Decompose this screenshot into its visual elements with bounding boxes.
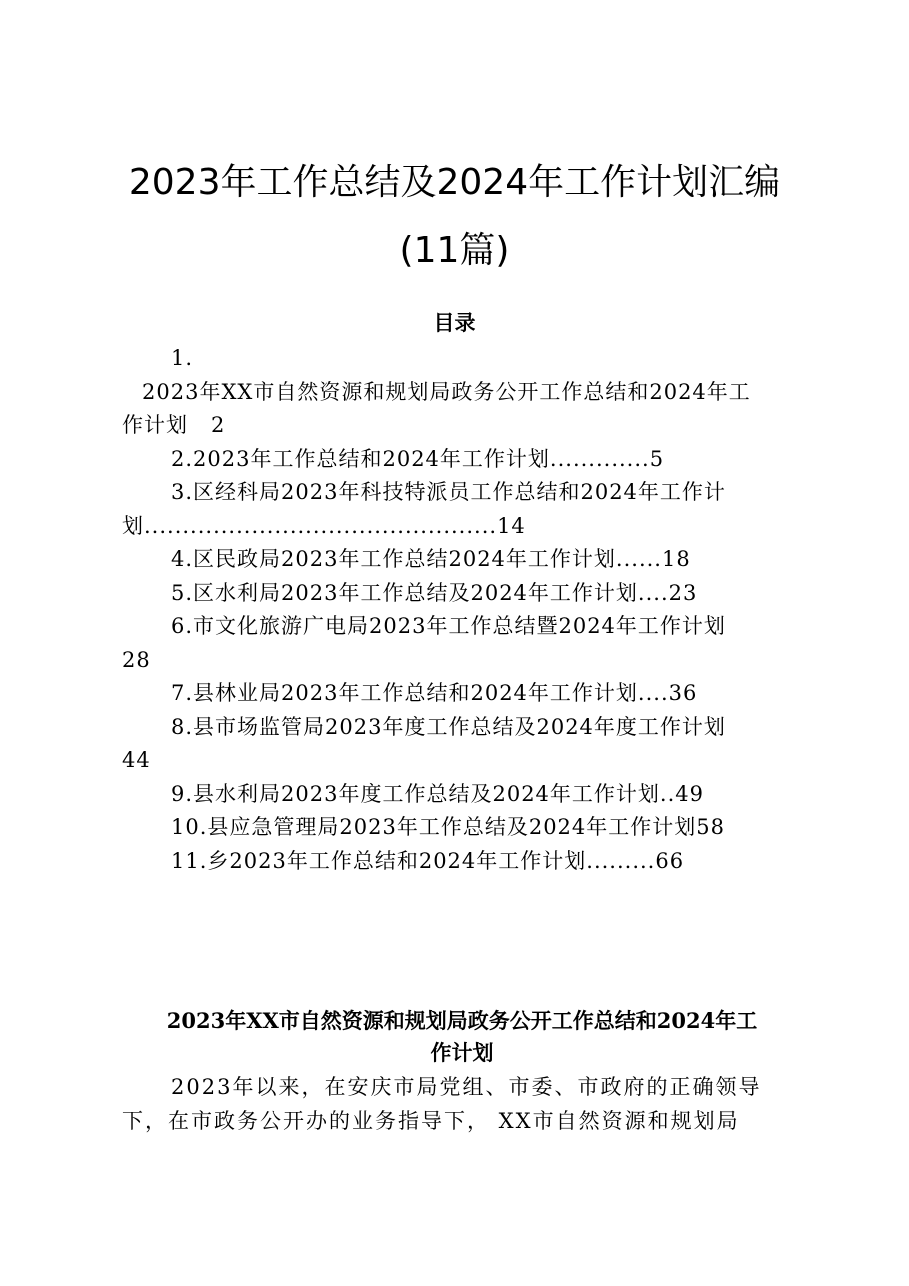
- toc-line[interactable]: 5.区水利局2023年工作总结及2024年工作计划....23: [171, 580, 698, 605]
- section-title-line: 2023年XX市自然资源和规划局政务公开工作总结和2024年工: [166, 1008, 758, 1033]
- toc-line[interactable]: 4.区民政局2023年工作总结2024年工作计划......18: [171, 547, 691, 571]
- table-of-contents: [122, 342, 802, 878]
- document-title: 2023年工作总结及2024年工作计划汇编: [128, 162, 781, 203]
- toc-line[interactable]: 8.县市场监管局2023年度工作总结及2024年度工作计划: [171, 714, 726, 739]
- toc-line[interactable]: 2023年XX市自然资源和规划局政务公开工作总结和2024年工: [142, 379, 751, 404]
- toc-line[interactable]: 3.区经科局2023年科技特派员工作总结和2024年工作计: [171, 480, 726, 504]
- toc-line[interactable]: 9.县水利局2023年度工作总结及2024年工作计划..49: [171, 781, 704, 806]
- toc-line[interactable]: 10.县应急管理局2023年工作总结及2024年工作计划58: [171, 815, 726, 839]
- toc-line[interactable]: 44: [122, 748, 151, 772]
- toc-line[interactable]: 作计划 2: [122, 413, 226, 437]
- section-title: [122, 1005, 802, 1069]
- toc-line[interactable]: 28: [122, 647, 151, 672]
- toc-line[interactable]: 1.: [171, 346, 194, 370]
- body-paragraph-line: 下，在市政务公开办的业务指导下， XX市自然资源和规划局: [122, 1108, 740, 1133]
- section-body: [122, 1071, 802, 1138]
- body-paragraph-line: 2023年以来，在安庆市局党组、市委、市政府的正确领导: [171, 1075, 762, 1099]
- toc-line[interactable]: 7.县林业局2023年工作总结和2024年工作计划....36: [171, 681, 698, 705]
- toc-line[interactable]: 6.市文化旅游广电局2023年工作总结暨2024年工作计划: [171, 614, 726, 638]
- toc-line[interactable]: 11.乡2023年工作总结和2024年工作计划.........66: [171, 848, 685, 873]
- section-title-line: 作计划: [430, 1040, 494, 1065]
- document-subtitle: (11篇): [399, 230, 510, 271]
- toc-line[interactable]: 划..............................................14: [122, 513, 526, 538]
- toc-line[interactable]: 2.2023年工作总结和2024年工作计划.............5: [171, 446, 665, 471]
- toc-heading: 目录: [433, 310, 476, 335]
